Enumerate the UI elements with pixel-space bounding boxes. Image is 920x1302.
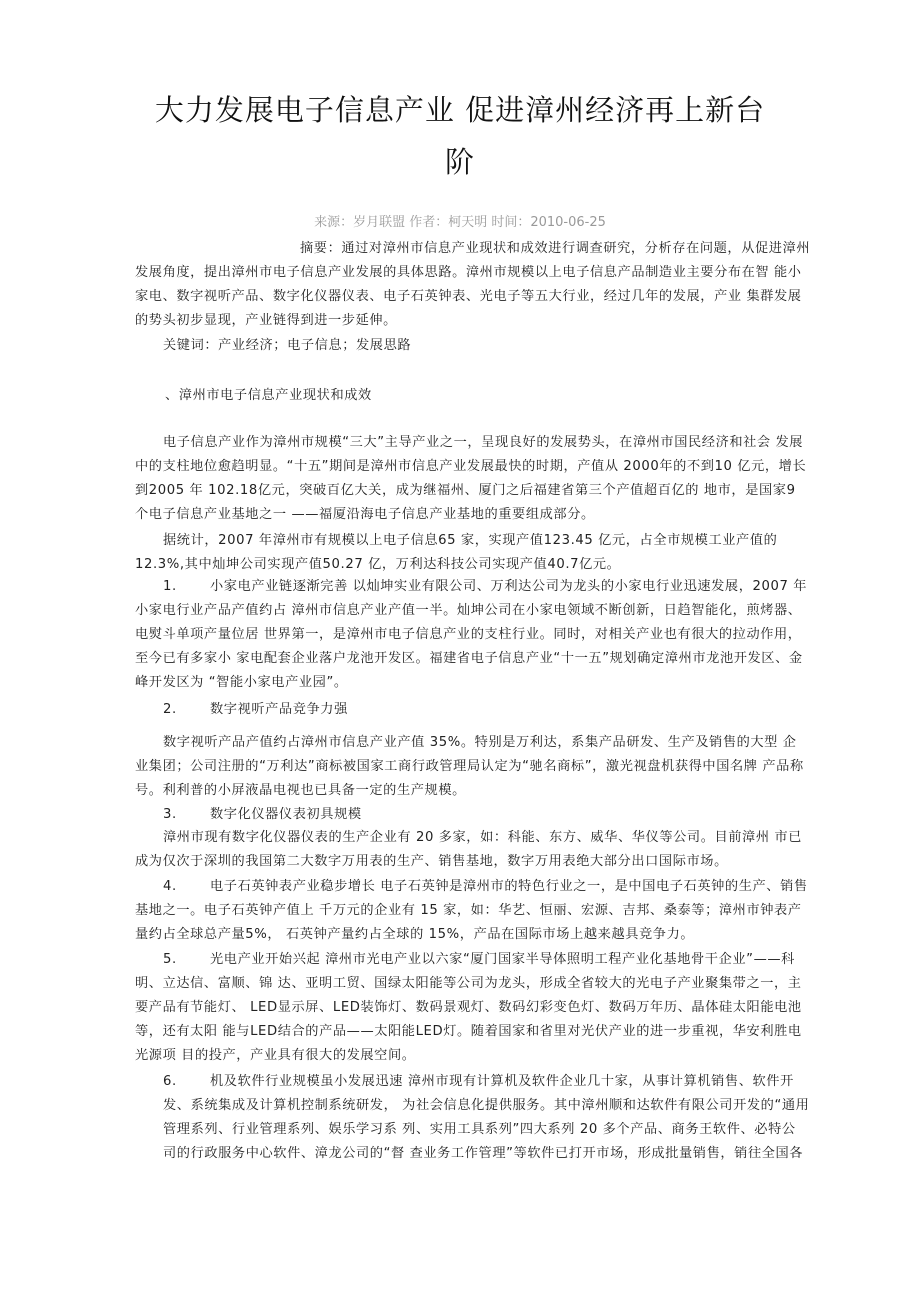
item-text: 数字视听产品竞争力强 [210,702,348,717]
item-line [135,996,802,1020]
item-number: 6. [163,1074,177,1089]
item-line [135,779,795,803]
section-heading: 、漳州市电子信息产业现状和成效 [165,388,372,403]
item-line [135,850,795,874]
item-line [135,698,795,722]
item-text: 号。利利普的小屏液晶电视也已具备一定的生产规模。 [135,783,466,798]
abstract-line: 的势头初步显现，产业链得到进一步延伸。 [135,313,397,328]
item-text: 要产品有节能灯、 LED显示屏、LED装饰灯、数码景观灯、数码幻彩变色灯、数码万年历、晶体硅太阳能电池 [135,1000,802,1015]
paragraph-1 [135,431,807,527]
numbered-item [135,1070,810,1166]
para-line: 中的支柱地位愈趋明显。“十五”期间是漳州市信息产业发展最快的时期，产值从 2000年的不到10 亿元，增长 [135,459,807,474]
item-text: 发、系统集成及计算机控制系统研发， 为社会信息化提供服务。其中漳州顺和达软件有限公司开发的“通用 [163,1098,810,1113]
item-line [135,1020,802,1044]
item-line [135,671,795,695]
numbered-item [135,698,795,722]
item-line [135,972,802,996]
paragraph-2 [135,529,795,577]
item-body [135,826,803,874]
item-text: 机及软件行业规模虽小发展迅速 漳州市现有计算机及软件企业几十家，从事计算机销售、软件开 [210,1074,794,1089]
item-line [135,1044,795,1068]
para-line: 到2005 年 102.18亿元，突破百亿大关，成为继福州、厦门之后福建省第三个产值超百亿的 地市，是国家9 [135,483,796,498]
para-line: 12.3%,其中灿坤公司实现产值50.27 亿，万利达科技公司实现产值40.7亿元。 [135,557,621,572]
item-number: 3. [163,807,177,822]
item-line [135,1118,795,1142]
para-line: 个电子信息产业基地之一 ——福厦沿海电子信息产业基地的重要组成部分。 [135,507,595,522]
item-text: 电子石英钟表产业稳步增长 电子石英钟是漳州市的特色行业之一，是中国电子石英钟的生产、销售 [210,879,808,894]
item-line [135,731,795,755]
keywords: 关键词：产业经济；电子信息；发展思路 [163,338,412,353]
numbered-item [135,575,808,695]
item-line [135,755,804,779]
item-text: 量约占全球总产量5%， 石英钟产量约占全球的 15%，产品在国际市场上越来越具竞争力。 [135,927,695,942]
item-line [135,923,795,947]
item-line [135,826,803,850]
item-number: 4. [163,879,177,894]
item-text: 明、立达信、富顺、锦 达、亚明工贸、国绿太阳能等公司为龙头，形成全省较大的光电子产业聚集带之一，主 [135,976,802,991]
abstract-line: 摘要：通过对漳州市信息产业现状和成效进行调查研究，分析存在问题，从促进漳州 [300,241,811,256]
item-line [135,623,802,647]
item-text: 数字视听产品产值约占漳州市信息产业产值 35%。特别是万利达，系集产品研发、生产及销售的大型 企 [163,735,797,750]
numbered-item [135,875,808,947]
item-text: 司的行政服务中心软件、漳龙公司的“督 查业务工作管理”等软件已打开市场，形成批量销售，销往全国各 [163,1146,804,1161]
item-line [135,899,802,923]
item-number: 5. [163,952,177,967]
item-text: 数字化仪器仪表初具规模 [210,807,362,822]
item-text: 电熨斗单项产量位居 世界第一，是漳州市电子信息产业的支柱行业。同时，对相关产业也有很大的拉动作用， [135,627,802,642]
item-line [135,1070,795,1094]
item-line [135,1094,810,1118]
document-title-line-2: 阶 [444,145,475,179]
item-text: 峰开发区为 “智能小家电产业园”。 [135,675,348,690]
para-line: 据统计，2007 年漳州市有规模以上电子信息65 家，实现产值123.45 亿元，占全市规模工业产值的 [163,533,778,548]
numbered-item [135,803,795,827]
item-text: 管理系列、行业管理系列、娱乐学习系 列、实用工具系列”四大系列 20 多个产品、商务王软件、必特公 [163,1122,796,1137]
item-line [135,875,808,899]
abstract-line: 发展角度，提出漳州市电子信息产业发展的具体思路。漳州市规模以上电子信息产品制造业主要分布在智 能小 [135,265,802,280]
item-text: 业集团；公司注册的“万利达”商标被国家工商行政管理局认定为“驰名商标”，激光视盘机获得中国名牌 产品称 [135,759,804,774]
item-number: 2. [163,702,177,717]
document-title-line-1: 大力发展电子信息产业 促进漳州经济再上新台 [154,93,766,127]
item-text: 光源项 目的投产，产业具有很大的发展空间。 [135,1048,416,1063]
para-line: 电子信息产业作为漳州市规模“三大”主导产业之一，呈现良好的发展势头，在漳州市国民经济和社会 发展 [163,435,804,450]
abstract-line: 家电、数字视听产品、数字化仪器仪表、电子石英钟表、光电子等五大行业，经过几年的发展，产业 集群发展 [135,289,802,304]
item-text: 漳州市现有数字化仪器仪表的生产企业有 20 多家，如：科能、东方、威华、华仪等公司。目前漳州 市已 [163,830,803,845]
item-line [135,1142,804,1166]
item-number: 1. [163,579,177,594]
item-text: 等，还有太阳 能与LED结合的产品——太阳能LED灯。随着国家和省里对光伏产业的进一步重视，华安利胜电 [135,1024,802,1039]
item-text: 小家电行业产品产值约占 漳州市信息产业产值一半。灿坤公司在小家电领域不断创新，日趋智能化，煎烤器、 [135,603,802,618]
item-text: 小家电产业链逐渐完善 以灿坤实业有限公司、万利达公司为龙头的小家电行业迅速发展，2007 年 [210,579,808,594]
article-meta: 来源：岁月联盟 作者：柯天明 时间：2010-06-25 [314,215,606,230]
item-text: 基地之一。电子石英钟产值上 千万元的企业有 15 家，如：华艺、恒丽、宏源、吉邦、桑泰等；漳州市钟表产 [135,903,802,918]
item-body [135,731,804,803]
item-text: 成为仅次于深圳的我国第二大数字万用表的生产、销售基地，数字万用表绝大部分出口国际市场。 [135,854,728,869]
item-line [135,599,802,623]
item-line [135,803,795,827]
numbered-item [135,948,802,1068]
item-line [135,575,808,599]
item-line [135,948,795,972]
item-line [135,647,803,671]
abstract [135,237,811,333]
item-text: 光电产业开始兴起 漳州市光电产业以六家“厦门国家半导体照明工程产业化基地骨干企业”——科 [210,952,795,967]
item-text: 至今已有多家小 家电配套企业落户龙池开发区。福建省电子信息产业“十一五”规划确定漳州市龙池开发区、金 [135,651,803,666]
